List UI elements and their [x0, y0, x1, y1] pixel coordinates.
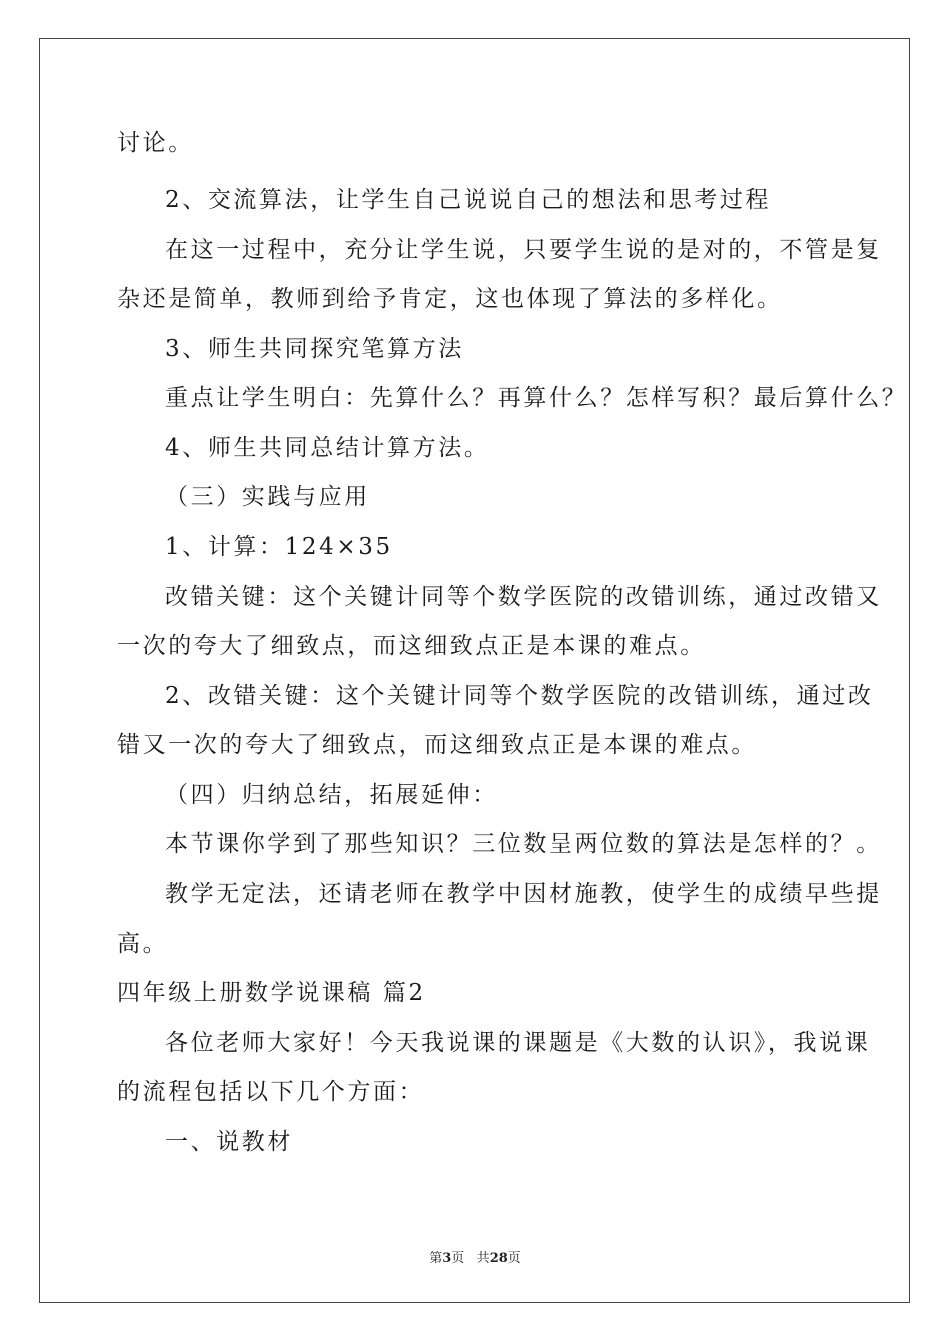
- text-line: 本节课你学到了那些知识？三位数呈两位数的算法是怎样的？。: [165, 831, 882, 857]
- section-heading: 一、说教材: [165, 1129, 293, 1155]
- text-line: 改错关键：这个关键计同等个数学医院的改错训练，通过改错又: [165, 584, 882, 610]
- text-line: 错又一次的夸大了细致点，而这细致点正是本课的难点。: [117, 732, 757, 758]
- footer-total-prefix: 共: [476, 1251, 490, 1266]
- total-page-count: 28: [489, 1251, 508, 1266]
- text-line: 在这一过程中，充分让学生说，只要学生说的是对的，不管是复: [165, 237, 882, 263]
- text-line: 杂还是简单，教师到给予肯定，这也体现了算法的多样化。: [117, 286, 783, 312]
- text-line: 高。: [117, 931, 169, 957]
- section-heading: （三）实践与应用: [165, 484, 370, 510]
- footer-page-suffix: 页: [451, 1251, 465, 1266]
- text-line: 的流程包括以下几个方面：: [117, 1079, 425, 1105]
- text-line: 各位老师大家好！今天我说课的课题是《大数的认识》，我说课: [165, 1030, 871, 1056]
- page-frame: [39, 38, 910, 1303]
- text-line: 讨论。: [117, 130, 194, 156]
- article-title: 四年级上册数学说课稿 篇2: [117, 980, 426, 1006]
- text-line: 3、师生共同探究笔算方法: [165, 336, 464, 362]
- text-line: 2、交流算法，让学生自己说说自己的想法和思考过程: [165, 187, 772, 213]
- text-line: 4、师生共同总结计算方法。: [165, 435, 490, 461]
- page-footer: [0, 1247, 950, 1266]
- text-line: 1、计算：124×35: [165, 534, 393, 560]
- current-page-number: 3: [442, 1251, 452, 1266]
- text-line: 2、改错关键：这个关键计同等个数学医院的改错训练，通过改: [165, 683, 874, 709]
- section-heading: （四）归纳总结，拓展延伸：: [165, 782, 498, 808]
- footer-total-suffix: 页: [507, 1251, 521, 1266]
- text-line: 一次的夸大了细致点，而这细致点正是本课的难点。: [117, 633, 706, 659]
- footer-prefix: 第: [429, 1251, 443, 1266]
- text-line: 教学无定法，还请老师在教学中因材施教，使学生的成绩早些提: [165, 881, 882, 907]
- text-line: 重点让学生明白：先算什么？再算什么？怎样写积？最后算什么？: [165, 385, 908, 411]
